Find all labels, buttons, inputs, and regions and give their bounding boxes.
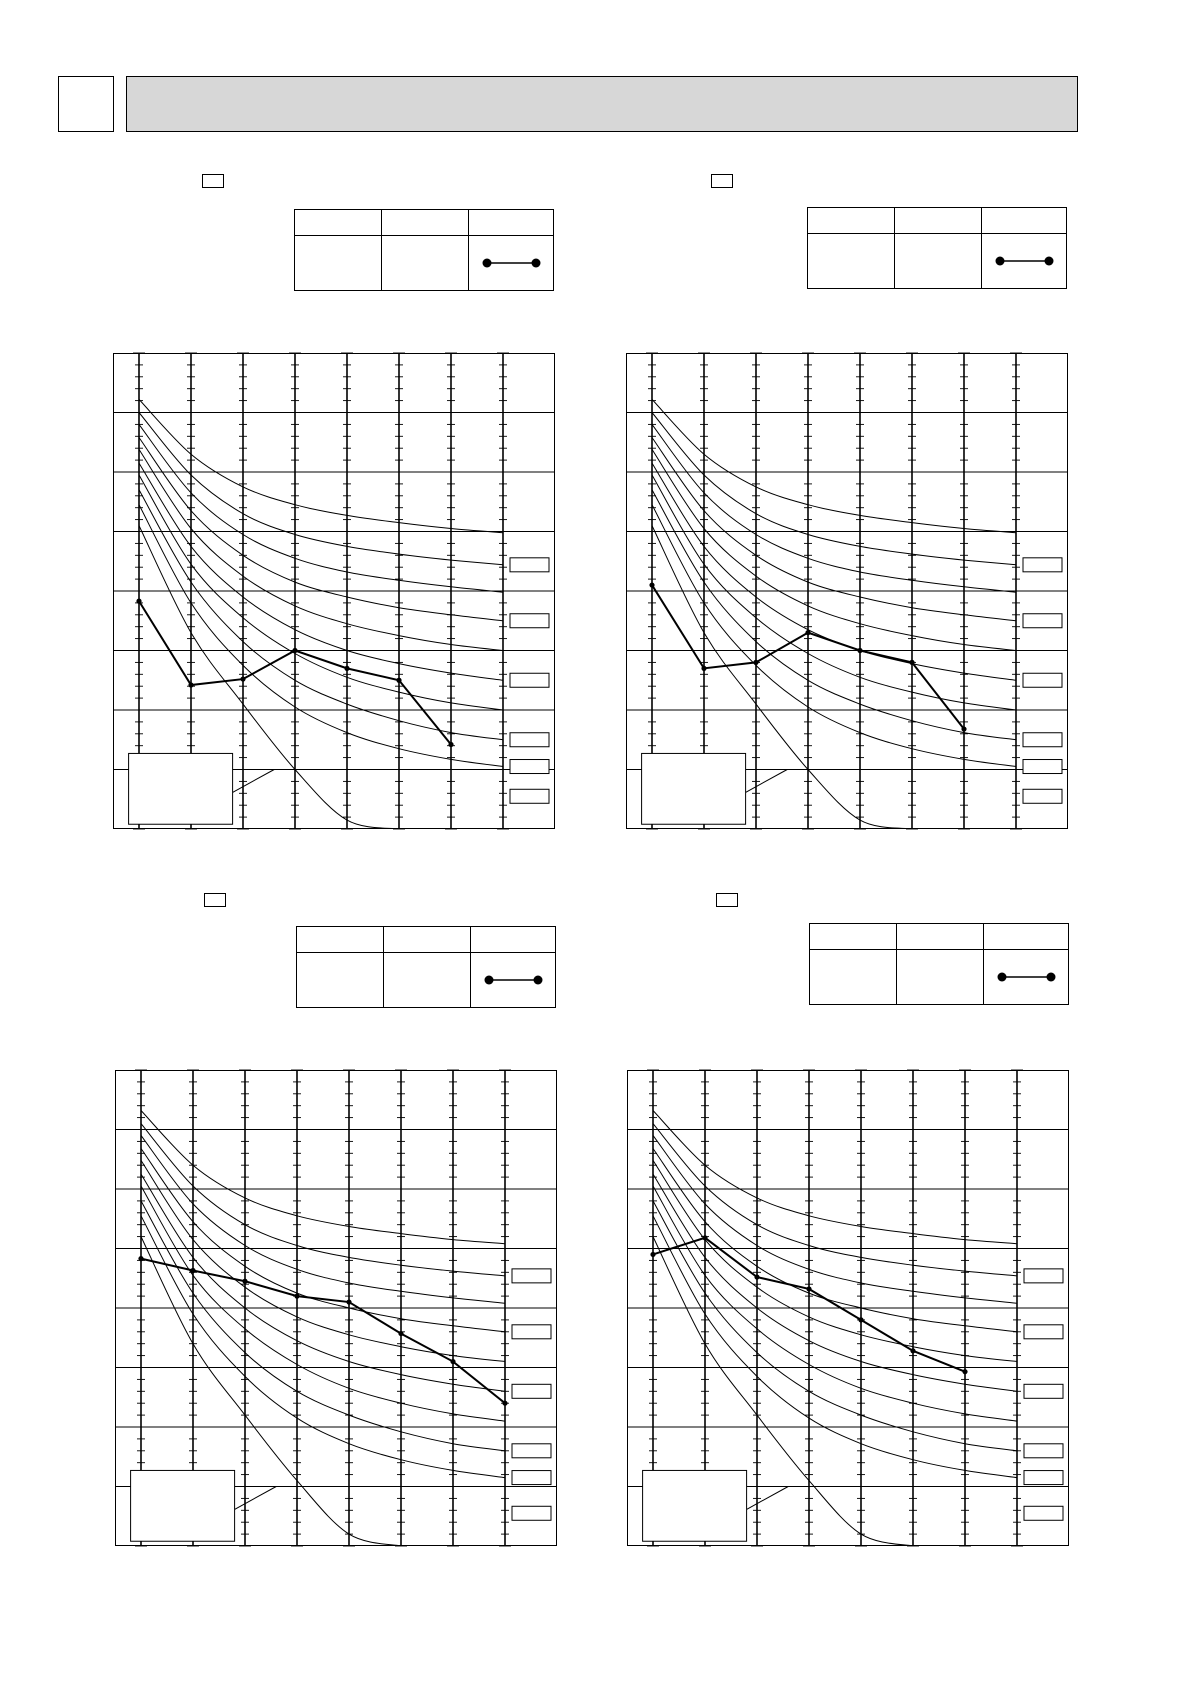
legend-table-3 <box>296 926 556 1008</box>
chart-panel-3 <box>115 1070 557 1546</box>
caption-box-chart-3 <box>204 893 226 907</box>
data-point <box>701 666 706 671</box>
curve-label-box <box>510 558 549 572</box>
data-point <box>294 1294 299 1299</box>
data-point <box>962 1369 967 1374</box>
data-point <box>502 1401 507 1406</box>
curve-label-box <box>1024 1444 1063 1458</box>
curve-label-box <box>1023 614 1062 628</box>
curve-label-box <box>1023 673 1062 687</box>
curve-label-box <box>1023 558 1062 572</box>
curve-label-box <box>1023 760 1062 774</box>
curve-label-box <box>512 1471 551 1485</box>
data-point <box>190 1268 195 1273</box>
curve-label-box <box>512 1269 551 1283</box>
caption-box-chart-4 <box>716 893 738 907</box>
data-point <box>136 599 141 604</box>
data-point <box>753 660 758 665</box>
section-number-box <box>58 76 114 132</box>
note-box <box>643 1470 747 1541</box>
curve-label-box <box>512 1325 551 1339</box>
curve-label-box <box>510 673 549 687</box>
legend-table-2 <box>807 207 1067 289</box>
curve-label-box <box>510 789 549 803</box>
data-point <box>909 660 914 665</box>
data-point <box>857 648 862 653</box>
data-point <box>344 666 349 671</box>
data-point <box>240 676 245 681</box>
curve-label-box <box>1023 789 1062 803</box>
caption-box-chart-2 <box>711 174 733 188</box>
note-box <box>131 1470 235 1541</box>
chart-panel-2 <box>626 353 1068 829</box>
data-point <box>398 1331 403 1336</box>
data-point <box>961 726 966 731</box>
curve-label-box <box>510 614 549 628</box>
curve-label-box <box>512 1506 551 1520</box>
data-point <box>910 1348 915 1353</box>
legend-table-4 <box>809 923 1069 1005</box>
data-point <box>702 1235 707 1240</box>
data-point <box>346 1299 351 1304</box>
curve-label-box <box>510 760 549 774</box>
data-point <box>188 682 193 687</box>
caption-box-chart-1 <box>202 174 224 188</box>
data-point <box>858 1317 863 1322</box>
legend-table-1 <box>294 209 554 291</box>
chart-panel-1 <box>113 353 555 829</box>
curve-label-box <box>1024 1471 1063 1485</box>
section-title-bar <box>126 76 1078 132</box>
curve-label-box <box>512 1384 551 1398</box>
data-point <box>805 630 810 635</box>
data-point <box>754 1274 759 1279</box>
data-point <box>138 1256 143 1261</box>
curve-label-box <box>1024 1506 1063 1520</box>
note-box <box>642 753 746 824</box>
data-point <box>650 1252 655 1257</box>
chart-panel-4 <box>627 1070 1069 1546</box>
curve-label-box <box>1024 1384 1063 1398</box>
data-point <box>806 1286 811 1291</box>
data-point <box>396 678 401 683</box>
note-box <box>129 753 233 824</box>
curve-label-box <box>512 1444 551 1458</box>
data-point <box>448 742 453 747</box>
curve-label-box <box>1024 1325 1063 1339</box>
curve-label-box <box>1023 733 1062 747</box>
curve-label-box <box>510 733 549 747</box>
data-point <box>649 582 654 587</box>
curve-label-box <box>1024 1269 1063 1283</box>
data-point <box>242 1279 247 1284</box>
data-point <box>450 1359 455 1364</box>
data-point <box>292 648 297 653</box>
